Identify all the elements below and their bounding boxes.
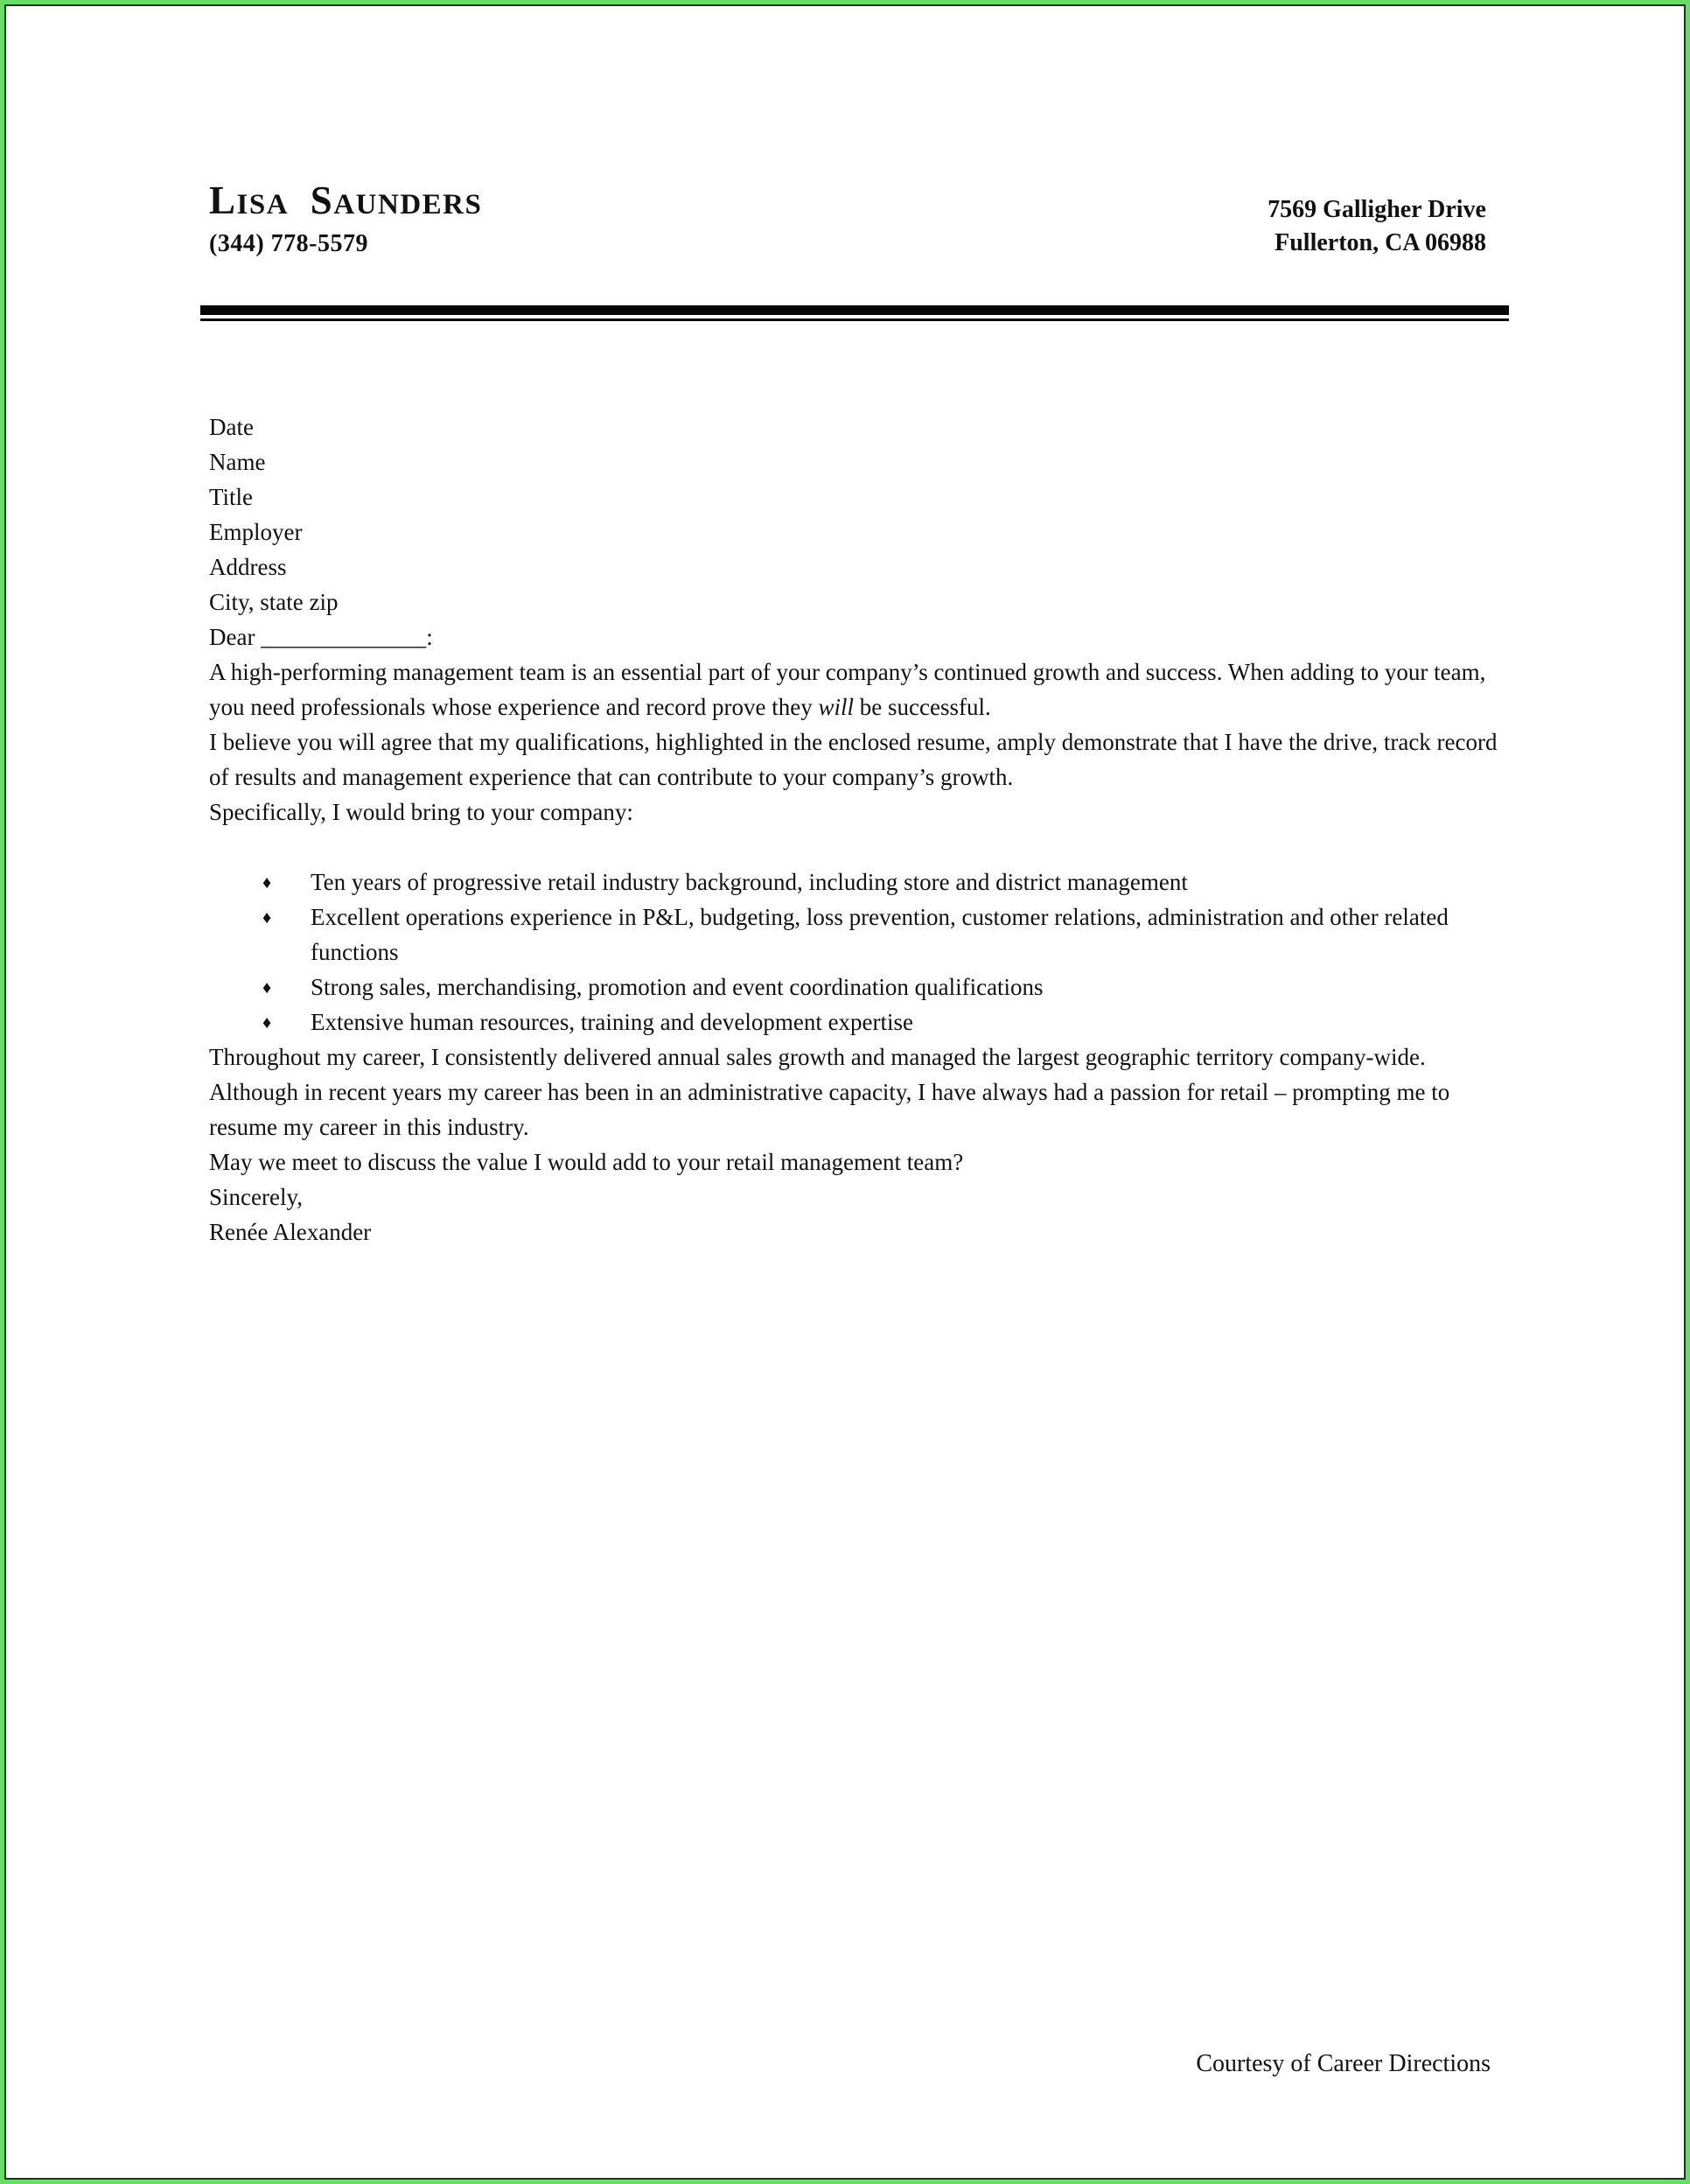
sender-street: 7569 Galligher Drive (1268, 196, 1486, 223)
paragraph-specifically: Specifically, I would bring to your company: (209, 799, 633, 825)
paragraph-qualifications: I believe you will agree that my qualifications, highlighted in the enclosed resume, amply demonstrate that I have the drive, track record of results and management experience that can contribute to your company’s growth. (209, 729, 1498, 790)
sender-phone: (344) 778-5579 (209, 229, 368, 257)
list-item (209, 970, 1507, 1004)
signature-name: Renée Alexander (209, 1219, 372, 1245)
diamond-bullet-icon: ♦ (262, 908, 272, 928)
recipient-address-placeholder: Address (209, 554, 287, 580)
diamond-bullet-icon: ♦ (262, 873, 272, 892)
list-item-text: Excellent operations experience in P&L, budgeting, loss prevention, customer relations, administration and other related functions (311, 904, 1449, 965)
letterhead-left (209, 179, 482, 258)
italic-emphasis: will (818, 694, 855, 720)
salutation: Dear ______________: (209, 624, 433, 650)
list-item (209, 900, 1507, 970)
date-placeholder: Date (209, 414, 254, 440)
recipient-city-placeholder: City, state zip (209, 589, 339, 615)
page (4, 4, 1686, 2180)
letterhead-rule (200, 305, 1509, 321)
list-item-text: Strong sales, merchandising, promotion and event coordination qualifications (311, 974, 1044, 1000)
paragraph-career: Throughout my career, I consistently delivered annual sales growth and managed the largest geographic territory company-wide. Although in recent years my career has been in an administrative capacity, I have always had a passion for retail – prompting me to resume my career in this industry. (209, 1044, 1450, 1140)
list-item (209, 864, 1507, 900)
sender-name (209, 179, 482, 223)
recipient-title-placeholder: Title (209, 484, 254, 510)
letterhead-right (1268, 193, 1486, 260)
rule-thin-line (200, 318, 1509, 321)
closing: Sincerely, (209, 1184, 303, 1210)
paragraph-meeting-request: May we meet to discuss the value I would add to your retail management team? (209, 1149, 964, 1175)
letter-body (209, 410, 1507, 1250)
sender-first-name: LISA (209, 178, 290, 222)
diamond-bullet-icon: ♦ (262, 1013, 272, 1032)
recipient-block (209, 444, 1507, 620)
paragraph-opening: A high-performing management team is an essential part of your company’s continued growth and success. When adding to your team, you need professionals whose experience and record prove they will be successful. (209, 659, 1486, 720)
footer-credit: Courtesy of Career Directions (1196, 2050, 1491, 2077)
diamond-bullet-icon: ♦ (262, 978, 272, 998)
qualification-list (209, 864, 1507, 1040)
recipient-name-placeholder: Name (209, 449, 266, 475)
list-item (209, 1004, 1507, 1040)
sender-last-name: SAUNDERS (310, 178, 483, 222)
list-item-text: Extensive human resources, training and development expertise (311, 1009, 914, 1035)
rule-thick-line (200, 305, 1509, 315)
list-item-text: Ten years of progressive retail industry background, including store and district management (311, 869, 1188, 895)
recipient-employer-placeholder: Employer (209, 519, 303, 545)
sender-city-state-zip: Fullerton, CA 06988 (1274, 229, 1486, 256)
